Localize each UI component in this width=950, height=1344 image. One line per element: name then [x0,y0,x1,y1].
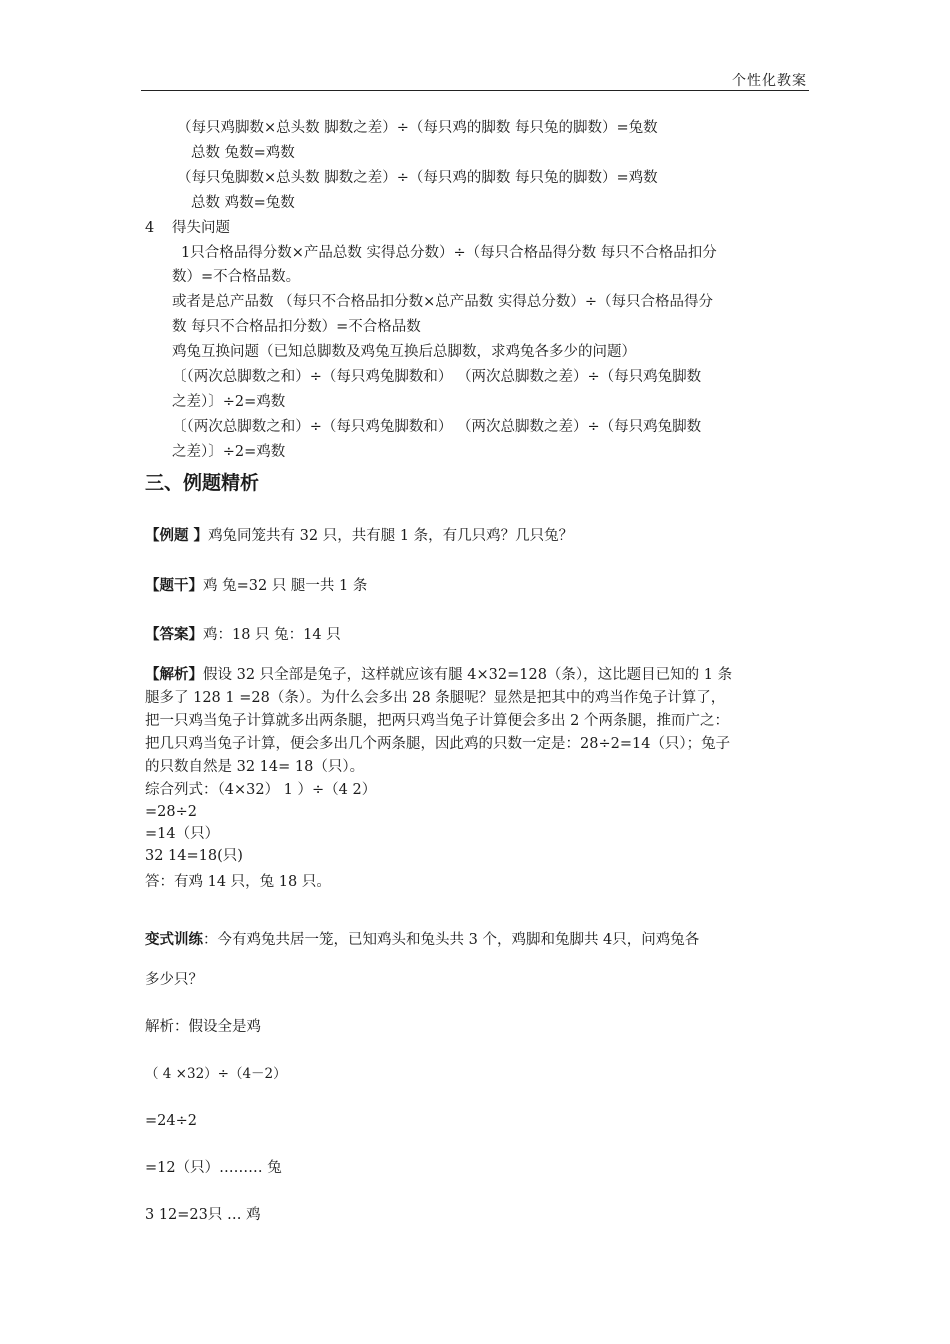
analysis-line: 32 14=18(只) [145,848,243,864]
variant-line: 多少只？ [145,972,203,988]
analysis-line: 综合列式：（4×32） 1 ）÷（4 2） [145,782,377,798]
variant-solution-line: 解析：假设全是鸡 [145,1019,261,1035]
stem-tag: 【题干】 [145,578,203,594]
problem-line: 数）=不合格品数。 [172,269,301,285]
variant-text: ：今有鸡兔共居一笼，已知鸡头和兔头共 3 个，鸡脚和兔脚共 4只，问鸡兔各 [203,932,700,948]
problem-title: 得失问题 [172,220,230,236]
formula-line: 总数 兔数=鸡数 [191,145,295,161]
variant-line [145,930,699,950]
formula-line: 总数 鸡数=兔数 [191,195,295,211]
problem-line: 〔（两次总脚数之和）÷（每只鸡兔脚数和） （两次总脚数之差）÷（每只鸡兔脚数 [172,419,702,435]
problem-line: 之差）〕÷2=鸡数 [172,394,286,410]
variant-solution-line: =12（只）……… 兔 [145,1160,282,1176]
variant-solution-line: 3 12=23只 … 鸡 [145,1207,261,1223]
stem-line [145,576,367,596]
example-line [145,526,573,546]
page-header [141,66,809,91]
problem-number: 4 [145,220,155,236]
problem-line: 或者是总产品数 （每只不合格品扣分数×总产品数 实得总分数）÷（每只合格品得分 [172,294,714,310]
analysis-line: 把一只鸡当兔子计算就多出两条腿，把两只鸡当兔子计算便会多出 2 个两条腿，推而广之： [145,713,729,729]
formula-line: （每只鸡脚数×总头数 脚数之差）÷（每只鸡的脚数 每只兔的脚数）=兔数 [177,120,658,136]
example-text: 鸡兔同笼共有 32 只，共有腿 1 条，有几只鸡？几只兔？ [208,528,574,544]
variant-tag: 变式训练 [145,932,203,948]
problem-line: 〔（两次总脚数之和）÷（每只鸡兔脚数和） （两次总脚数之差）÷（每只鸡兔脚数 [172,369,702,385]
header-title: 个性化教案 [732,73,807,89]
answer-line [145,625,341,645]
analysis-text: 假设 32 只全部是兔子，这样就应该有腿 4×32=128（条），这比题目已知的 1 条 [203,667,733,683]
analysis-line [145,665,732,685]
problem-line: 之差）〕÷2=鸡数 [172,444,286,460]
analysis-line: =14（只） [145,826,220,842]
variant-solution-line: =24÷2 [145,1113,197,1129]
analysis-line: 把几只鸡当兔子计算，便会多出几个两条腿，因此鸡的只数一定是：28÷2=14（只）；兔子 [145,736,731,752]
formula-line: （每只兔脚数×总头数 脚数之差）÷（每只鸡的脚数 每只兔的脚数）=鸡数 [177,170,658,186]
example-tag: 【例题 】 [145,528,209,544]
problem-line: 数 每只不合格品扣分数）=不合格品数 [172,319,421,335]
problem-line: 1只合格品得分数×产品总数 实得总分数）÷（每只合格品得分数 每只不合格品扣分 [181,245,717,261]
analysis-tag: 【解析】 [145,667,203,683]
stem-text: 鸡 兔=32 只 腿一共 1 条 [203,578,368,594]
answer-text: 鸡：18 只 兔：14 只 [203,627,341,643]
variant-solution-line: （ 4 ×32）÷（4－2） [145,1066,287,1082]
analysis-answer: 答：有鸡 14 只，兔 18 只。 [145,874,331,890]
section-title: 三、例题精析 [145,472,260,494]
analysis-line: =28÷2 [145,804,197,820]
analysis-line: 的只数自然是 32 14= 18（只）。 [145,759,365,775]
problem-line: 鸡兔互换问题（已知总脚数及鸡兔互换后总脚数，求鸡兔各多少的问题） [172,344,636,360]
answer-tag: 【答案】 [145,627,203,643]
analysis-line: 腿多了 128 1 =28（条）。为什么会多出 28 条腿呢？显然是把其中的鸡当作兔子计算了， [145,690,726,706]
